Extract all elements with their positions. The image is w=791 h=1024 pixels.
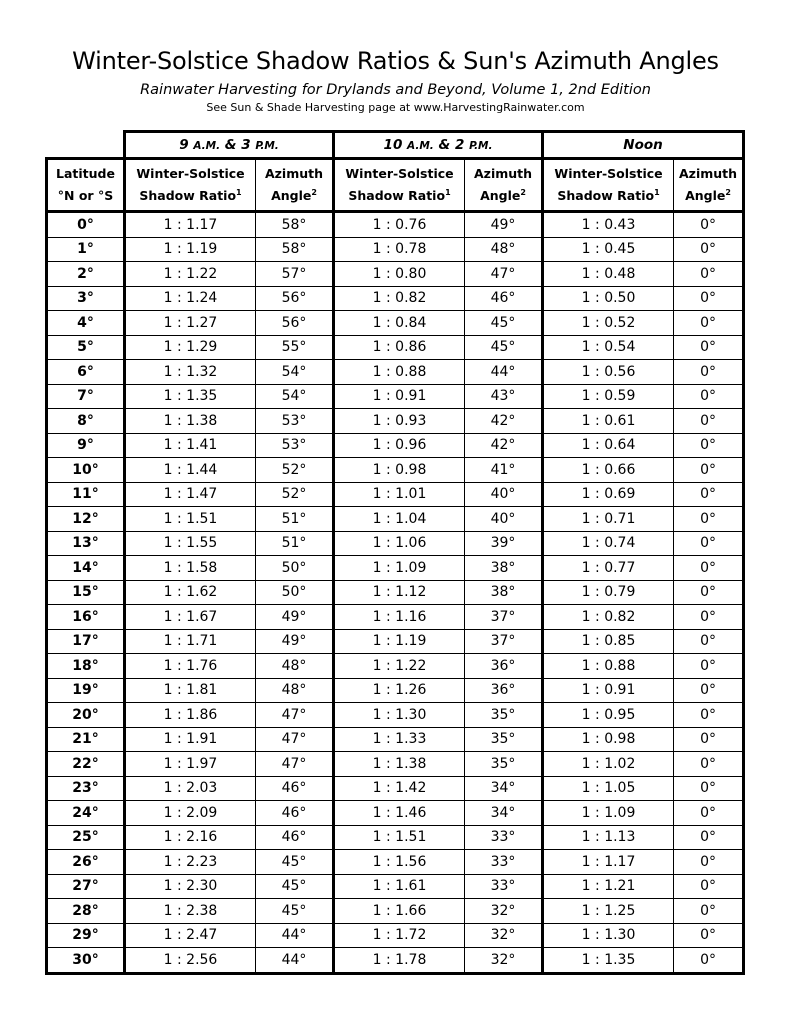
azimuth-angle-cell: 0° [674,776,744,801]
column-header-azimuth-angle: Azimuth Angle$^2$ [465,159,543,212]
azimuth-angle-cell: 45° [465,335,543,360]
shadow-ratio-cell: 1 : 1.44 [125,458,256,483]
azimuth-angle-cell: 50° [256,556,334,581]
shadow-ratio-cell: 1 : 1.22 [125,262,256,287]
shadow-ratio-cell: 1 : 0.45 [543,237,674,262]
shadow-ratio-cell: 1 : 1.47 [125,482,256,507]
azimuth-angle-cell: 38° [465,580,543,605]
azimuth-angle-cell: 58° [256,237,334,262]
azimuth-angle-cell: 57° [256,262,334,287]
azimuth-angle-cell: 44° [256,948,334,974]
table-row [47,948,744,974]
shadow-ratio-cell: 1 : 0.95 [543,703,674,728]
group-header-9am-3pm: 9 A.M. & 3 P.M. [125,132,334,159]
shadow-ratio-cell: 1 : 0.48 [543,262,674,287]
table-row [47,605,744,630]
shadow-ratio-cell: 1 : 1.81 [125,678,256,703]
group-header-10am-2pm: 10 A.M. & 2 P.M. [334,132,543,159]
group-header-noon: Noon [543,132,744,159]
table-row [47,311,744,336]
azimuth-angle-cell: 37° [465,629,543,654]
shadow-ratio-cell: 1 : 1.12 [334,580,465,605]
shadow-ratio-cell: 1 : 0.54 [543,335,674,360]
azimuth-angle-cell: 47° [256,703,334,728]
shadow-ratio-cell: 1 : 0.82 [543,605,674,630]
shadow-ratio-cell: 1 : 0.91 [543,678,674,703]
latitude-cell: 23° [47,776,125,801]
shadow-ratio-cell: 1 : 1.01 [334,482,465,507]
shadow-ratio-cell: 1 : 1.71 [125,629,256,654]
azimuth-angle-cell: 0° [674,531,744,556]
shadow-ratio-cell: 1 : 0.71 [543,507,674,532]
page-subtitle: Rainwater Harvesting for Drylands and Beyond, Volume 1, 2nd Edition [140,82,651,98]
shadow-ratio-cell: 1 : 0.56 [543,360,674,385]
azimuth-angle-cell: 35° [465,752,543,777]
shadow-ratio-cell: 1 : 1.41 [125,433,256,458]
azimuth-angle-cell: 0° [674,384,744,409]
azimuth-angle-cell: 46° [256,825,334,850]
shadow-ratio-cell: 1 : 0.64 [543,433,674,458]
latitude-cell: 22° [47,752,125,777]
table-row [47,335,744,360]
shadow-ratio-cell: 1 : 0.69 [543,482,674,507]
azimuth-angle-cell: 0° [674,850,744,875]
latitude-cell: 30° [47,948,125,974]
latitude-cell: 26° [47,850,125,875]
azimuth-angle-cell: 0° [674,948,744,974]
latitude-cell: 0° [47,212,125,238]
table-row [47,923,744,948]
azimuth-angle-cell: 0° [674,286,744,311]
shadow-ratio-cell: 1 : 1.32 [125,360,256,385]
azimuth-angle-cell: 42° [465,433,543,458]
shadow-ratio-cell: 1 : 0.50 [543,286,674,311]
table-row [47,899,744,924]
azimuth-angle-cell: 0° [674,482,744,507]
table-row [47,556,744,581]
column-header-shadow-ratio: Winter-Solstice Shadow Ratio$^1$ [125,159,256,212]
shadow-ratio-cell: 1 : 1.72 [334,923,465,948]
shadow-ratio-cell: 1 : 0.52 [543,311,674,336]
shadow-ratio-cell: 1 : 2.30 [125,874,256,899]
azimuth-angle-cell: 0° [674,678,744,703]
shadow-ratio-cell: 1 : 1.26 [334,678,465,703]
azimuth-angle-cell: 0° [674,825,744,850]
latitude-cell: 13° [47,531,125,556]
shadow-ratio-cell: 1 : 0.88 [543,654,674,679]
latitude-cell: 5° [47,335,125,360]
table-body [47,212,744,974]
azimuth-angle-cell: 55° [256,335,334,360]
shadow-ratio-cell: 1 : 0.84 [334,311,465,336]
azimuth-angle-cell: 33° [465,850,543,875]
azimuth-angle-cell: 0° [674,556,744,581]
azimuth-angle-cell: 41° [465,458,543,483]
azimuth-angle-cell: 47° [465,262,543,287]
latitude-cell: 10° [47,458,125,483]
table-row [47,384,744,409]
table-row [47,507,744,532]
shadow-ratio-cell: 1 : 0.61 [543,409,674,434]
azimuth-angle-cell: 0° [674,752,744,777]
latitude-cell: 3° [47,286,125,311]
azimuth-angle-cell: 56° [256,286,334,311]
azimuth-angle-cell: 47° [256,752,334,777]
shadow-ratio-cell: 1 : 1.30 [543,923,674,948]
column-header-row [47,159,744,212]
latitude-cell: 15° [47,580,125,605]
latitude-cell: 8° [47,409,125,434]
azimuth-angle-cell: 48° [256,654,334,679]
table-row [47,801,744,826]
azimuth-angle-cell: 40° [465,507,543,532]
azimuth-angle-cell: 44° [465,360,543,385]
shadow-ratio-cell: 1 : 1.04 [334,507,465,532]
azimuth-angle-cell: 42° [465,409,543,434]
azimuth-angle-cell: 45° [256,874,334,899]
azimuth-angle-cell: 49° [256,605,334,630]
azimuth-angle-cell: 48° [256,678,334,703]
table-row [47,629,744,654]
azimuth-angle-cell: 54° [256,384,334,409]
shadow-ratio-cell: 1 : 0.59 [543,384,674,409]
shadow-ratio-cell: 1 : 1.51 [334,825,465,850]
azimuth-angle-cell: 0° [674,237,744,262]
shadow-ratio-cell: 1 : 1.38 [334,752,465,777]
column-header-azimuth-angle: Azimuth Angle$^2$ [674,159,744,212]
shadow-ratio-cell: 1 : 1.62 [125,580,256,605]
azimuth-angle-cell: 43° [465,384,543,409]
shadow-ratio-cell: 1 : 1.58 [125,556,256,581]
shadow-ratio-cell: 1 : 1.35 [543,948,674,974]
shadow-ratio-cell: 1 : 1.61 [334,874,465,899]
table-row [47,262,744,287]
latitude-cell: 7° [47,384,125,409]
shadow-ratio-cell: 1 : 1.05 [543,776,674,801]
azimuth-angle-cell: 34° [465,801,543,826]
table-row [47,850,744,875]
azimuth-angle-cell: 0° [674,507,744,532]
shadow-ratio-cell: 1 : 1.17 [125,212,256,238]
azimuth-angle-cell: 0° [674,360,744,385]
azimuth-angle-cell: 45° [256,850,334,875]
shadow-ratio-cell: 1 : 0.91 [334,384,465,409]
table-row [47,531,744,556]
azimuth-angle-cell: 0° [674,335,744,360]
azimuth-angle-cell: 52° [256,458,334,483]
azimuth-angle-cell: 0° [674,727,744,752]
azimuth-angle-cell: 44° [256,923,334,948]
latitude-cell: 1° [47,237,125,262]
shadow-ratio-cell: 1 : 1.09 [334,556,465,581]
azimuth-angle-cell: 0° [674,262,744,287]
shadow-ratio-cell: 1 : 2.38 [125,899,256,924]
table-row [47,678,744,703]
azimuth-angle-cell: 32° [465,923,543,948]
shadow-ratio-cell: 1 : 1.35 [125,384,256,409]
azimuth-angle-cell: 53° [256,433,334,458]
azimuth-angle-cell: 0° [674,409,744,434]
shadow-ratio-cell: 1 : 1.22 [334,654,465,679]
azimuth-angle-cell: 46° [256,776,334,801]
shadow-ratio-cell: 1 : 1.91 [125,727,256,752]
shadow-ratio-cell: 1 : 2.16 [125,825,256,850]
azimuth-angle-cell: 0° [674,311,744,336]
latitude-cell: 9° [47,433,125,458]
latitude-cell: 18° [47,654,125,679]
azimuth-angle-cell: 0° [674,923,744,948]
shadow-ratio-cell: 1 : 1.51 [125,507,256,532]
shadow-ratio-cell: 1 : 0.96 [334,433,465,458]
latitude-cell: 24° [47,801,125,826]
latitude-cell: 6° [47,360,125,385]
shadow-ratio-cell: 1 : 1.25 [543,899,674,924]
column-header-shadow-ratio: Winter-Solstice Shadow Ratio$^1$ [543,159,674,212]
shadow-ratio-cell: 1 : 2.09 [125,801,256,826]
shadow-ratio-cell: 1 : 1.30 [334,703,465,728]
latitude-cell: 20° [47,703,125,728]
azimuth-angle-cell: 0° [674,629,744,654]
shadow-ratio-cell: 1 : 1.55 [125,531,256,556]
azimuth-angle-cell: 32° [465,948,543,974]
azimuth-angle-cell: 33° [465,874,543,899]
azimuth-angle-cell: 46° [465,286,543,311]
shadow-ratio-cell: 1 : 1.27 [125,311,256,336]
azimuth-angle-cell: 0° [674,899,744,924]
table-row [47,654,744,679]
azimuth-angle-cell: 34° [465,776,543,801]
column-header-shadow-ratio: Winter-Solstice Shadow Ratio$^1$ [334,159,465,212]
azimuth-angle-cell: 45° [465,311,543,336]
table-row [47,703,744,728]
shadow-ratio-cell: 1 : 0.79 [543,580,674,605]
azimuth-angle-cell: 36° [465,678,543,703]
shadow-ratio-cell: 1 : 1.17 [543,850,674,875]
shadow-ratio-cell: 1 : 1.13 [543,825,674,850]
azimuth-angle-cell: 39° [465,531,543,556]
azimuth-angle-cell: 40° [465,482,543,507]
shadow-ratio-cell: 1 : 0.74 [543,531,674,556]
shadow-ratio-cell: 1 : 0.78 [334,237,465,262]
table-row [47,727,744,752]
shadow-ratio-cell: 1 : 2.23 [125,850,256,875]
shadow-ratio-cell: 1 : 1.29 [125,335,256,360]
shadow-ratio-cell: 1 : 0.88 [334,360,465,385]
shadow-ratio-cell: 1 : 1.67 [125,605,256,630]
latitude-cell: 4° [47,311,125,336]
table-row [47,776,744,801]
azimuth-angle-cell: 35° [465,703,543,728]
azimuth-angle-cell: 51° [256,531,334,556]
azimuth-angle-cell: 54° [256,360,334,385]
latitude-cell: 16° [47,605,125,630]
shadow-ratio-cell: 1 : 1.24 [125,286,256,311]
table-row [47,237,744,262]
table-row [47,580,744,605]
shadow-ratio-cell: 1 : 2.56 [125,948,256,974]
azimuth-angle-cell: 37° [465,605,543,630]
table-row [47,825,744,850]
latitude-cell: 21° [47,727,125,752]
table-row [47,409,744,434]
shadow-ratio-cell: 1 : 2.03 [125,776,256,801]
azimuth-angle-cell: 0° [674,458,744,483]
latitude-cell: 19° [47,678,125,703]
azimuth-angle-cell: 0° [674,654,744,679]
shadow-ratio-cell: 1 : 1.97 [125,752,256,777]
shadow-ratio-cell: 1 : 1.66 [334,899,465,924]
shadow-ratio-cell: 1 : 1.42 [334,776,465,801]
column-header-azimuth-angle: Azimuth Angle$^2$ [256,159,334,212]
azimuth-angle-cell: 58° [256,212,334,238]
latitude-cell: 2° [47,262,125,287]
shadow-ratio-cell: 1 : 0.82 [334,286,465,311]
latitude-cell: 25° [47,825,125,850]
shadow-ratio-cell: 1 : 0.93 [334,409,465,434]
shadow-ratio-cell: 1 : 1.76 [125,654,256,679]
azimuth-angle-cell: 48° [465,237,543,262]
shadow-ratio-cell: 1 : 0.66 [543,458,674,483]
table-row [47,286,744,311]
shadow-ratio-cell: 1 : 0.98 [543,727,674,752]
azimuth-angle-cell: 32° [465,899,543,924]
shadow-ratio-cell: 1 : 1.86 [125,703,256,728]
shadow-ratio-cell: 1 : 1.02 [543,752,674,777]
azimuth-angle-cell: 45° [256,899,334,924]
latitude-cell: 27° [47,874,125,899]
shadow-ratio-cell: 1 : 0.77 [543,556,674,581]
shadow-ratio-cell: 1 : 2.47 [125,923,256,948]
shadow-ratio-cell: 1 : 1.16 [334,605,465,630]
shadow-ratio-cell: 1 : 1.78 [334,948,465,974]
azimuth-angle-cell: 52° [256,482,334,507]
azimuth-angle-cell: 0° [674,874,744,899]
shadow-ratio-cell: 1 : 0.80 [334,262,465,287]
table-row [47,874,744,899]
shadow-ratio-cell: 1 : 1.21 [543,874,674,899]
azimuth-angle-cell: 47° [256,727,334,752]
shadow-ratio-cell: 1 : 1.46 [334,801,465,826]
table-row [47,482,744,507]
shadow-ratio-cell: 1 : 0.98 [334,458,465,483]
table-row [47,360,744,385]
shadow-ratio-cell: 1 : 0.85 [543,629,674,654]
azimuth-angle-cell: 56° [256,311,334,336]
shadow-ratio-cell: 1 : 1.19 [334,629,465,654]
azimuth-angle-cell: 46° [256,801,334,826]
shadow-ratio-cell: 1 : 0.86 [334,335,465,360]
group-header-blank [47,132,125,159]
table-row [47,212,744,238]
azimuth-angle-cell: 36° [465,654,543,679]
azimuth-angle-cell: 0° [674,801,744,826]
azimuth-angle-cell: 38° [465,556,543,581]
azimuth-angle-cell: 50° [256,580,334,605]
azimuth-angle-cell: 0° [674,703,744,728]
group-header-row [47,132,744,159]
azimuth-angle-cell: 0° [674,212,744,238]
azimuth-angle-cell: 0° [674,605,744,630]
shadow-ratio-cell: 1 : 1.09 [543,801,674,826]
shadow-ratio-cell: 1 : 0.43 [543,212,674,238]
azimuth-angle-cell: 0° [674,433,744,458]
shadow-ratio-cell: 1 : 1.33 [334,727,465,752]
shadow-ratio-table [45,130,745,975]
latitude-cell: 11° [47,482,125,507]
source-note: See Sun & Shade Harvesting page at www.HarvestingRainwater.com [206,101,585,114]
table-row [47,752,744,777]
page-title: Winter-Solstice Shadow Ratios & Sun's Azimuth Angles [72,47,719,75]
shadow-ratio-cell: 1 : 1.38 [125,409,256,434]
shadow-ratio-cell: 1 : 1.56 [334,850,465,875]
column-header-latitude: Latitude °N or °S [47,159,125,212]
azimuth-angle-cell: 49° [465,212,543,238]
azimuth-angle-cell: 35° [465,727,543,752]
latitude-cell: 17° [47,629,125,654]
shadow-ratio-cell: 1 : 1.19 [125,237,256,262]
table-row [47,458,744,483]
latitude-cell: 29° [47,923,125,948]
latitude-cell: 28° [47,899,125,924]
azimuth-angle-cell: 33° [465,825,543,850]
azimuth-angle-cell: 49° [256,629,334,654]
azimuth-angle-cell: 51° [256,507,334,532]
table-row [47,433,744,458]
azimuth-angle-cell: 53° [256,409,334,434]
latitude-cell: 12° [47,507,125,532]
latitude-cell: 14° [47,556,125,581]
shadow-ratio-cell: 1 : 0.76 [334,212,465,238]
azimuth-angle-cell: 0° [674,580,744,605]
shadow-ratio-cell: 1 : 1.06 [334,531,465,556]
